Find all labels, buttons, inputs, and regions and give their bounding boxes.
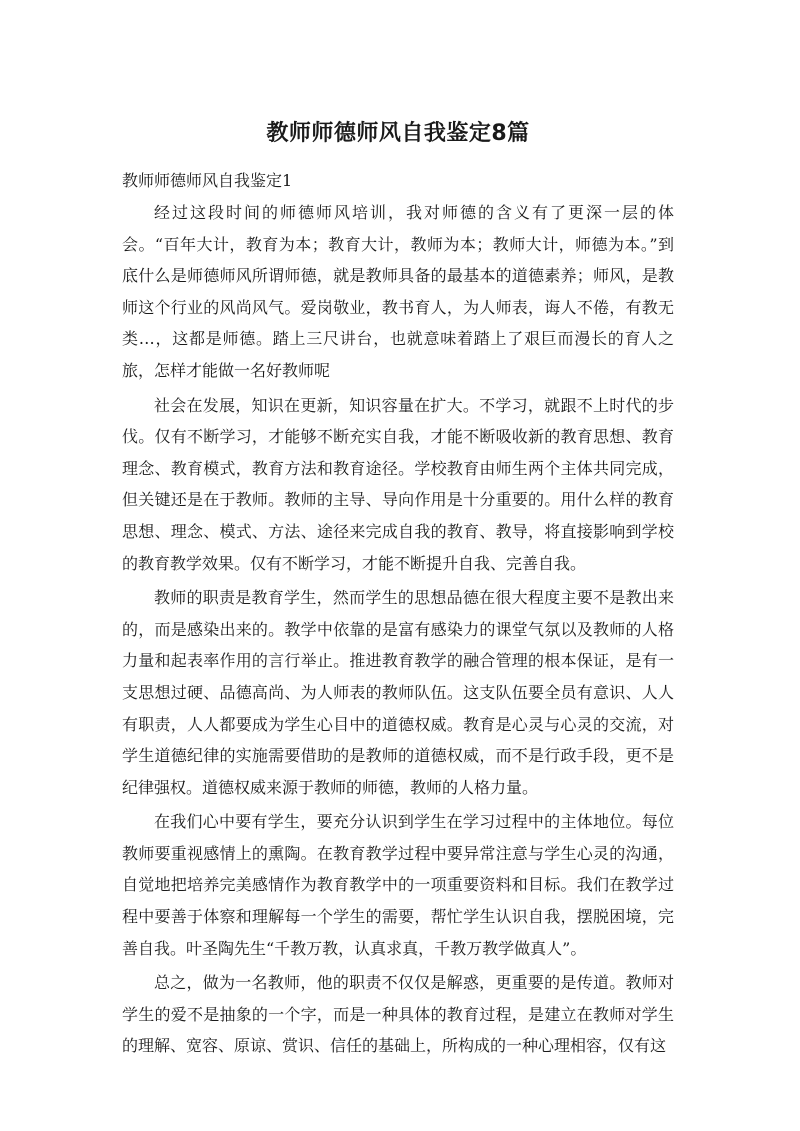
paragraph-5: 总之，做为一名教师，他的职责不仅仅是解惑，更重要的是传道。教师对学生的爱不是抽象的一个字，而是一种具体的教育过程，是建立在教师对学生的理解、宽容、原谅、赏识、信任的基础上，所构成的一种心理相容，仅有这: [122, 973, 674, 1056]
paragraph-3: 教师的职责是教育学生，然而学生的思想品德在很大程度主要不是教出来的，而是感染出来的。教学中依靠的是富有感染力的课堂气氛以及教师的人格力量和起表率作用的言行举止。推进教育教学的融合管理的根本保证，是有一支思想过硬、品德高尚、为人师表的教师队伍。这支队伍要全员有意识、人人有职责，人人都要成为学生心目中的道德权威。教育是心灵与心灵的交流，对学生道德纪律的实施需要借助的是教师的道德权威，而不是行政手段，更不是纪律强权。道德权威来源于教师的师德，教师的人格力量。: [122, 588, 674, 797]
section-heading: 教师师德师风自我鉴定1: [122, 171, 293, 190]
document-title: 教师师德师风自我鉴定8篇: [266, 121, 530, 146]
paragraph-1: 经过这段时间的师德师风培训，我对师德的含义有了更深一层的体会。“百年大计，教育为本；教育大计，教师为本；教师大计，师德为本。”到底什么是师德师风所谓师德，就是教师具备的最基本的道德素养；师风，是教师这个行业的风尚风气。爱岗敬业，教书育人，为人师表，诲人不倦，有教无类…，这都是师德。踏上三尺讲台，也就意味着踏上了艰巨而漫长的育人之旅，怎样才能做一名好教师呢: [122, 203, 674, 380]
paragraph-4: 在我们心中要有学生，要充分认识到学生在学习过程中的主体地位。每位教师要重视感情上的熏陶。在教育教学过程中要异常注意与学生心灵的沟通，自觉地把培养完美感情作为教育教学中的一项重要资料和目标。我们在教学过程中要善于体察和理解每一个学生的需要，帮忙学生认识自我，摆脱困境，完善自我。叶圣陶先生“千教万教，认真求真，千教万教学做真人”。: [122, 812, 674, 958]
paragraph-2: 社会在发展，知识在更新，知识容量在扩大。不学习，就跟不上时代的步伐。仅有不断学习，才能够不断充实自我，才能不断吸收新的教育思想、教育理念、教育模式，教育方法和教育途径。学校教育由师生两个主体共同完成，但关键还是在于教师。教师的主导、导向作用是十分重要的。用什么样的教育思想、理念、模式、方法、途径来完成自我的教育、教导，将直接影响到学校的教育教学效果。仅有不断学习，才能不断提升自我、完善自我。: [122, 395, 674, 573]
